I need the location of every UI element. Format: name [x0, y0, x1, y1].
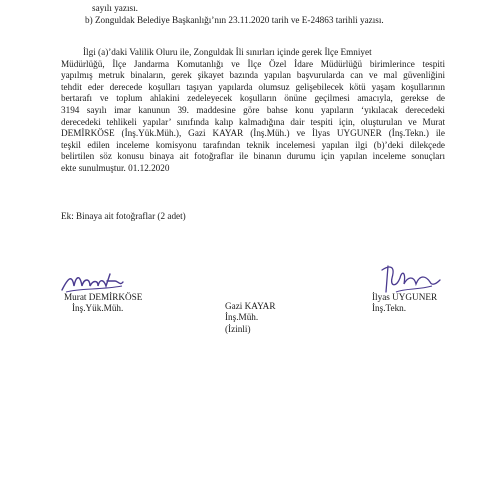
body-line: İlgi (a)’daki Valilik Oluru ile, Zonguldak İli sınırları içinde gerek İlçe Emniyet [83, 47, 372, 57]
signatory-note: (İzinli) [225, 323, 251, 334]
body-line: bertarafı ve toplum ahlakini zedeleyecek koşulların önüne geçilmesi amacıyla, gerekse de [61, 93, 445, 104]
reference-a-continuation: sayılı yazısı. [92, 3, 138, 13]
body-line: yapılmış metruk binaların, gerek şikayet bazında yapılan başvurularda can ve mal güvenliğini [61, 70, 445, 81]
attachment-note: Ek: Binaya ait fotoğraflar (2 adet) [61, 211, 186, 221]
reference-b: b) Zonguldak Belediye Başkanlığı’nın 23.11.2020 tarih ve E-24863 tarihli yazısı. [85, 15, 384, 25]
signatory-2 [225, 301, 275, 335]
signatory-title: İnş.Müh. [225, 312, 259, 323]
body-line: Müdürlüğü, İlçe Jandarma Komutanlığı ve İlçe Özel İdare Müdürlüğü birimlerince tespiti [61, 58, 445, 69]
body-line: tehdit eder derecede koşulları taşıyan yapılarda olumsuz gelişebilecek kötü yaşam koşullarının [61, 81, 445, 92]
signatory-name: Gazi KAYAR [225, 301, 276, 311]
body-line: ekte sunulmuştur. 01.12.2020 [61, 162, 170, 173]
body-line: 3194 sayılı imar kanunun 39. maddesine göre bahse konu yapıların ‘yıkılacak derecedeki [61, 104, 445, 115]
body-line: teşkil edilen inceleme komisyonu tarafından teknik incelemesi yapılan ilgi (b)’deki dilekçede [61, 139, 445, 150]
body-line: DEMİRKÖSE (İnş.Yük.Müh.), Gazi KAYAR (İnş.Müh.) ve İlyas UYGUNER (İnş.Tekn.) ile [61, 128, 445, 139]
signatory-name: İlyas UYGUNER [372, 292, 438, 302]
signatory-3 [372, 292, 437, 315]
signatory-1 [64, 292, 142, 315]
body-line: derecedeki tehlikeli yapılar’ sınıfında kalıp kalmadığına dair tespiti için, oluşturulan ve Murat [61, 116, 445, 127]
signatory-title: İnş.Yük.Müh. [72, 303, 124, 314]
body-paragraph [61, 47, 445, 175]
body-line: belirtilen söz konusu binaya ait fotoğraflar ile binanın durumu için yapılan inceleme sonuçları [61, 151, 445, 162]
signatory-name: Murat DEMİRKÖSE [64, 292, 143, 302]
signatory-title: İnş.Tekn. [372, 303, 407, 314]
